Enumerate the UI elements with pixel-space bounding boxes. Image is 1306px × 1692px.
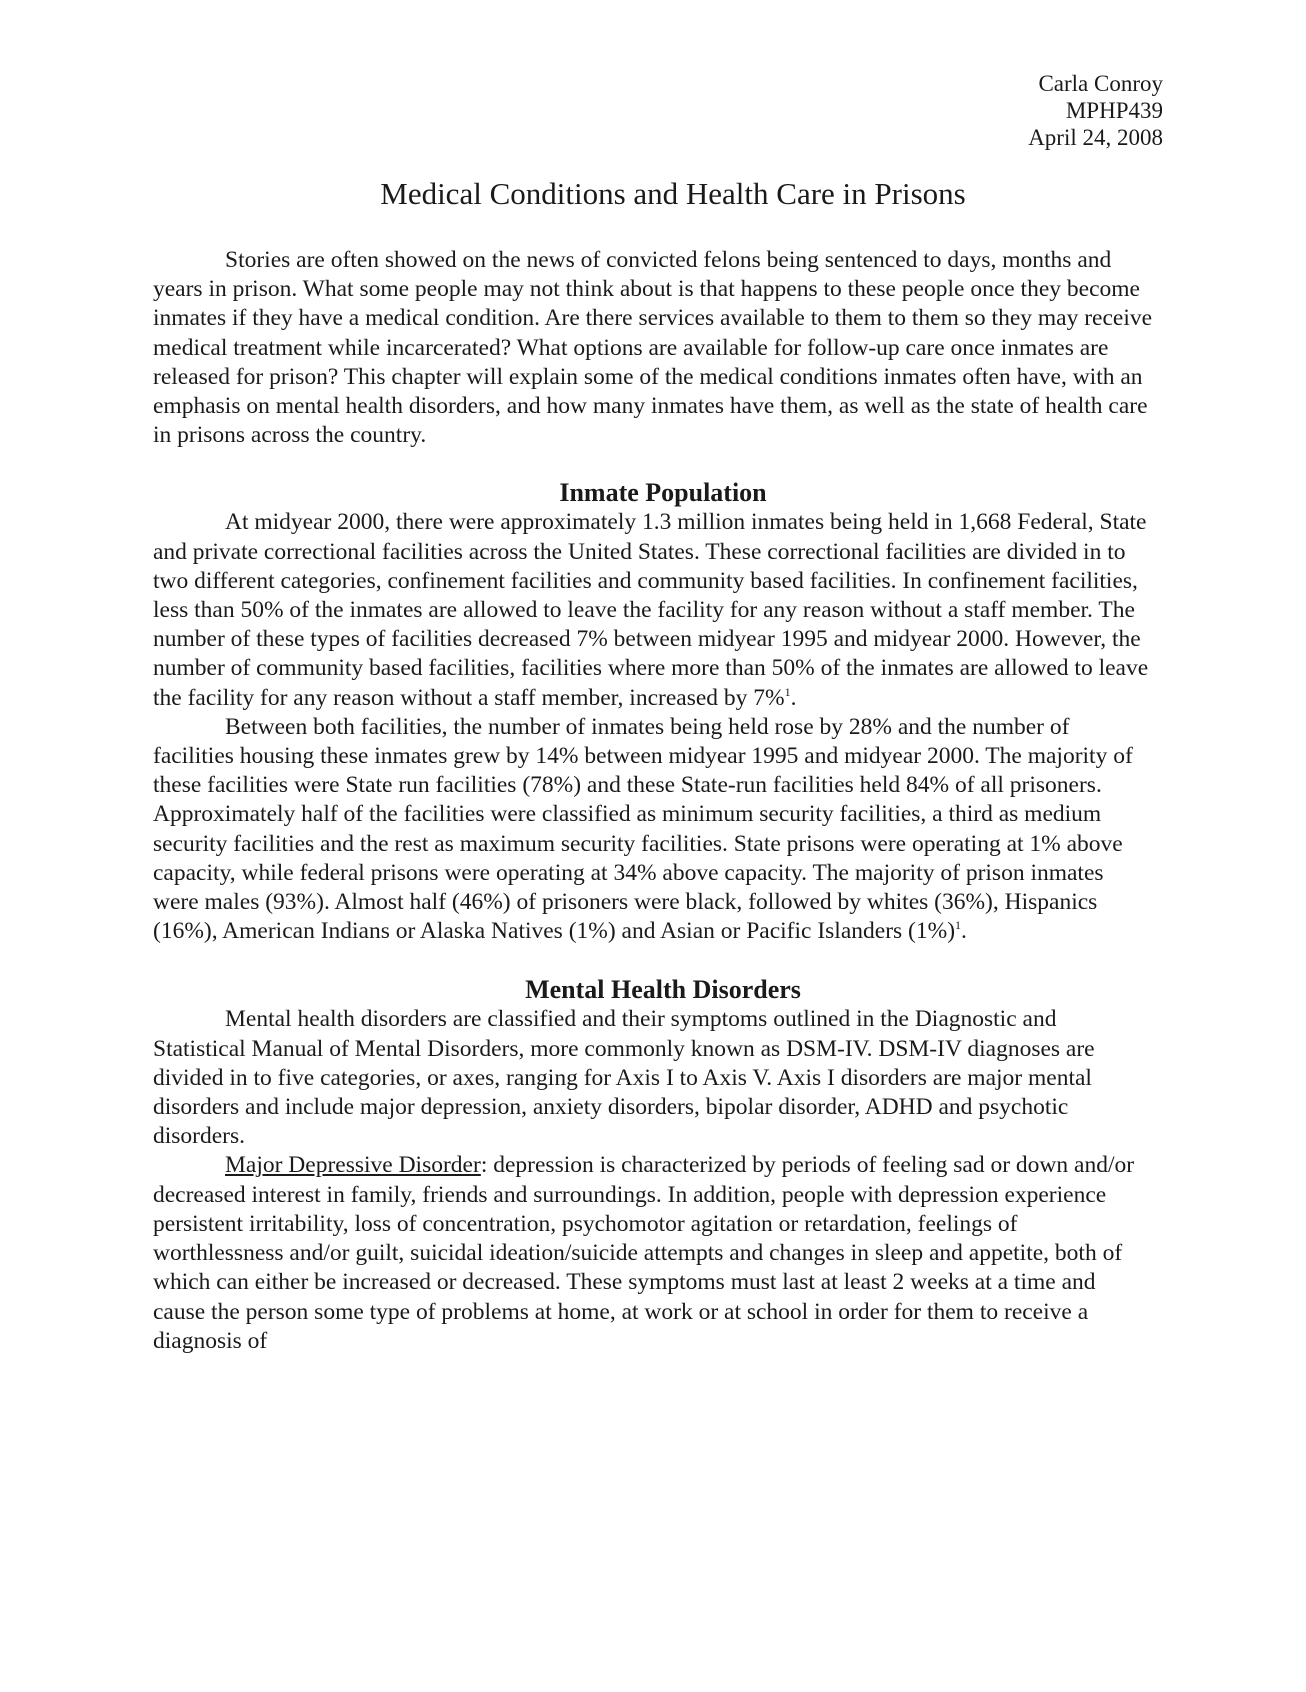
- footnote-reference: 1: [955, 918, 962, 933]
- footnote-reference: 1: [784, 684, 791, 699]
- paragraph-end: .: [790, 684, 797, 711]
- paragraph-text: Between both facilities, the number of inmates being held rose by 28% and the number of facilities housing these inmates grew by 14% between midyear 1995 and midyear 2000. The majority of these facilities were State run facilities (78%) and these State-run facilities held 84% of all prisoners. Approximately half of the facilities were classified as minimum security facilities, a third as medium security facilities and the rest as maximum security facilities. State prisons were operating at 1% above capacity, while federal prisons were operating at 34% above capacity. The majority of prison inmates were males (93%). Almost half (46%) of prisoners were black, followed by whites (36%), Hispanics (16%), American Indians or Alaska Natives (1%) and Asian or Pacific Islanders (1%): [153, 713, 1133, 945]
- paragraph-text: At midyear 2000, there were approximately 1.3 million inmates being held in 1,668 Federal, State and private correctional facilities across the United States. These correctional facilities are divided in to two different categories, confinement facilities and community based facilities. In confinement facilities, less than 50% of the inmates are allowed to leave the facility for any reason without a staff member. The number of these types of facilities decreased 7% between midyear 1995 and midyear 2000. However, the number of community based facilities, facilities where more than 50% of the inmates are allowed to leave the facility for any reason without a staff member, increased by 7%: [153, 509, 1149, 711]
- section-heading-inmate-population: Inmate Population: [559, 478, 767, 508]
- term-major-depressive-disorder: Major Depressive Disorder: [225, 1152, 481, 1179]
- document-date: April 24, 2008: [1028, 125, 1163, 150]
- document-title: Medical Conditions and Health Care in Prisons: [380, 176, 966, 211]
- mental-health-paragraph-1: Mental health disorders are classified and their symptoms outlined in the Diagnostic and Statistical Manual of Mental Disorders, more commonly known as DSM-IV. DSM-IV diagnoses are divided in to five categories, or axes, ranging for Axis I to Axis V. Axis I disorders are major mental disorders and include major depression, anxiety disorders, bipolar disorder, ADHD and psychotic disorders.: [153, 1006, 1095, 1150]
- section-heading-mental-health: Mental Health Disorders: [525, 975, 801, 1005]
- document-page: [153, 70, 1163, 1356]
- mental-health-paragraph-2: [153, 1151, 1153, 1355]
- intro-paragraph: Stories are often showed on the news of convicted felons being sentenced to days, months and years in prison. What some people may not think about is that happens to these people once they become inmates if they have a medical condition. Are there services available to them to them so they may receive medical treatment while incarcerated? What options are available for follow-up care once inmates are released for prison? This chapter will explain some of the medical conditions inmates often have, with an emphasis on mental health disorders, and how many inmates have them, as well as the state of health care in prisons across the country.: [153, 247, 1153, 449]
- paragraph-end: .: [961, 918, 967, 945]
- paragraph-text: : depression is characterized by periods of feeling sad or down and/or decreased interest in family, friends and surroundings. In addition, people with depression experience persistent irritability, loss of concentration, psychomotor agitation or retardation, feelings of worthlessness and/or guilt, suicidal ideation/suicide attempts and changes in sleep and appetite, both of which can either be increased or decreased. These symptoms must last at least 2 weeks at a time and cause the person some type of problems at home, at work or at school in order for them to receive a diagnosis of: [153, 1152, 1135, 1354]
- course-code: MPHP439: [1065, 98, 1163, 123]
- inmate-population-paragraph-1: [153, 508, 1153, 712]
- author-name: Carla Conroy: [1038, 71, 1163, 96]
- author-header: [153, 70, 1163, 151]
- inmate-population-paragraph-2: [153, 713, 1153, 947]
